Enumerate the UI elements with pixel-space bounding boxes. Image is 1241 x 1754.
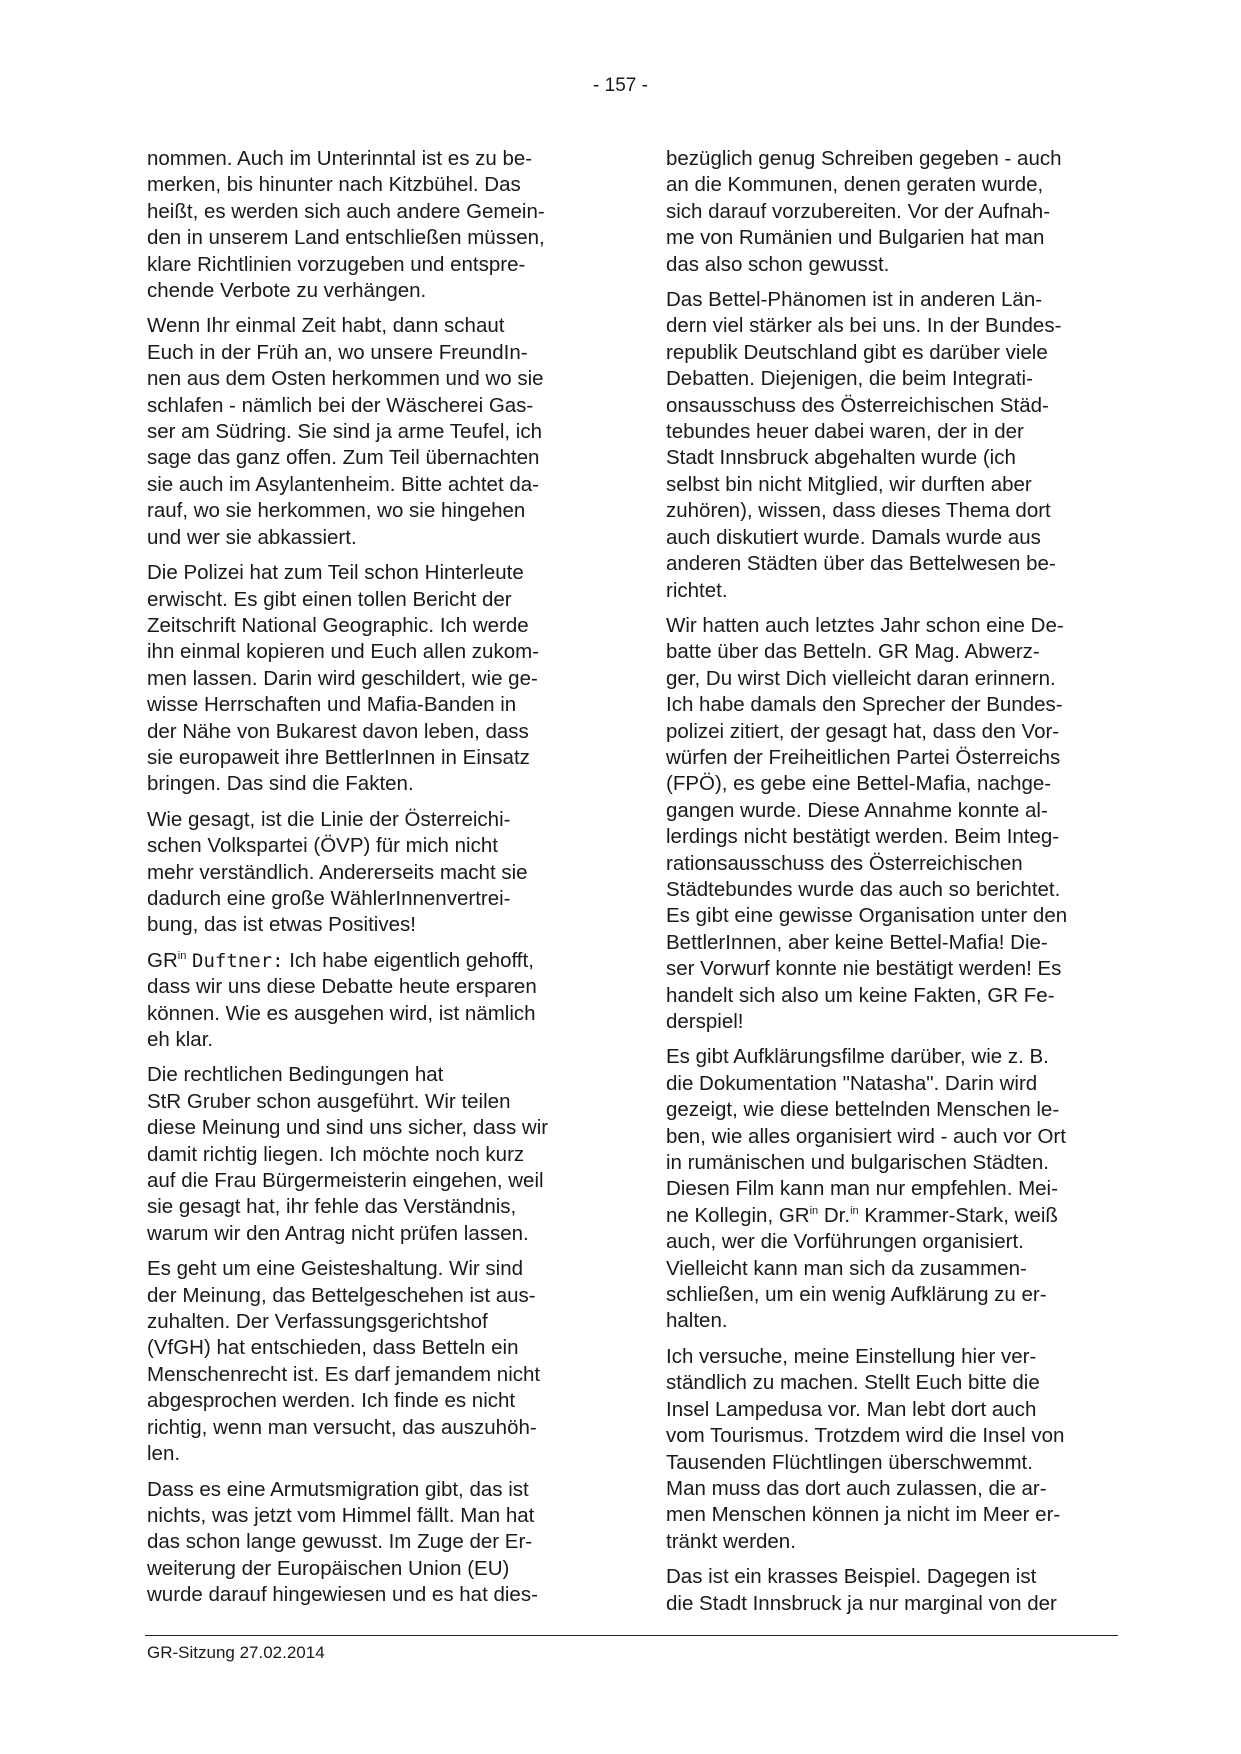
paragraph: Die rechtlichen Bedingungen hat StR Gruber schon ausgeführt. Wir teilen diese Meinung und sind uns sicher, dass wir damit richtig liegen. Ich möchte noch kurz auf die Frau Bürgermeisterin eingehen, weil sie gesagt hat, ihr fehle das Verständnis, warum wir den Antrag nicht prüfen lassen. xyxy=(147,1063,549,1245)
paragraph: Das Bettel-Phänomen ist in anderen Län- dern viel stärker als bei uns. In der Bundes- republik Deutschland gibt es darüber viele Debatten. Diejenigen, die beim Integrati- onsausschuss des Österreichischen Städ- tebundes heuer dabei waren, der in der Stadt Innsbruck abgehalten wurde (ich selbst bin nicht Mitglied, wir durften aber zuhören), wissen, dass dieses Thema dort auch diskutiert wurde. Damals wurde aus anderen Städten über das Bettelwesen be- richtet. xyxy=(666,288,1062,602)
right-column xyxy=(666,146,1126,1626)
speaker-name: Duftner: xyxy=(192,949,284,972)
speaker-title: GR xyxy=(147,948,178,972)
speaker-text: Ich habe eigentlich gehofft, dass wir uns diese Debatte heute ersparen können. Wie es ausgehen wird, ist nämlich eh klar. xyxy=(147,948,537,1051)
paragraph: Dass es eine Armutsmigration gibt, das ist nichts, was jetzt vom Himmel fällt. Man hat das schon lange gewusst. Im Zuge der Er- weiterung der Europäischen Union (EU) wurde darauf hingewiesen und es hat dies- xyxy=(147,1477,538,1607)
footer-divider xyxy=(145,1635,1118,1636)
paragraph: Wie gesagt, ist die Linie der Österreichi- schen Volkspartei (ÖVP) für mich nicht mehr verständlich. Andererseits macht sie dadurch eine große WählerInnenvertrei- bung, das ist etwas Positives! xyxy=(147,807,528,937)
paragraph: Wir hatten auch letztes Jahr schon eine De- batte über das Betteln. GR Mag. Abwerz- ger, Du wirst Dich vielleicht daran erinnern. Ich habe damals den Sprecher der Bundes- polizei zitiert, der gesagt hat, dass den Vor- würfen der Freiheitlichen Partei Österreichs (FPÖ), es gebe eine Bettel-Mafia, nachge- gangen wurde. Diese Annahme konnte al- lerdings nicht bestätigt werden. Beim Integ- rationsausschuss des Österreichischen Städtebundes wurde das auch so berichtet. Es gibt eine gewisse Organisation unter den BettlerInnen, aber keine Bettel-Mafia! Die- ser Vorwurf konnte nie bestätigt werden! Es handelt sich also um keine Fakten, GR Fe- derspiel! xyxy=(666,613,1068,1033)
paragraph: nommen. Auch im Unterinntal ist es zu be- merken, bis hinunter nach Kitzbühel. Das heißt, es werden sich auch andere Gemein- den in unserem Land entschließen müssen, klare Richtlinien vorzugeben und entspre- chende Verbote zu verhängen. xyxy=(147,147,545,303)
footer-session-date: GR-Sitzung 27.02.2014 xyxy=(147,1643,325,1662)
paragraph: Ich versuche, meine Einstellung hier ver- ständlich zu machen. Stellt Euch bitte die Insel Lampedusa vor. Man lebt dort auch vom Tourismus. Trotzdem wird die Insel von Tausenden Flüchtlingen überschwemmt. Man muss das dort auch zulassen, die ar- men Menschen können ja nicht im Meer er- tränkt werden. xyxy=(666,1344,1065,1553)
paragraph-text: Es gibt Aufklärungsfilme darüber, wie z. B. die Dokumentation "Natasha". Darin wird gezeigt, wie diese bettelnden Menschen le- ben, wie alles organisiert wird - auch vor Ort in rumänischen und bulgarischen Städten. Diesen Film kann man nur empfehlen. Mei- ne Kollegin, GR xyxy=(666,1045,1066,1227)
title-suffix: in xyxy=(850,1205,859,1218)
paragraph: Wenn Ihr einmal Zeit habt, dann schaut Euch in der Früh an, wo unsere FreundIn- nen aus dem Osten herkommen und wo sie schlafen - nämlich bei der Wäscherei Gas- ser am Südring. Sie sind ja arme Teufel, ich sage das ganz offen. Zum Teil übernachten sie auch im Asylantenheim. Bitte achtet da- rauf, wo sie herkommen, wo sie hingehen und wer sie abkassiert. xyxy=(147,314,544,549)
paragraph xyxy=(666,1044,1126,1334)
paragraph: Es geht um eine Geisteshaltung. Wir sind der Meinung, das Bettelgeschehen ist aus- zuhalten. Der Verfassungsgerichtshof (VfGH) hat entschieden, dass Betteln ein Menschenrecht ist. Es darf jemandem nicht abgesprochen werden. Ich finde es nicht richtig, wenn man versucht, das auszuhöh- len. xyxy=(147,1257,541,1466)
speaker-title-suffix: in xyxy=(177,949,187,962)
paragraph: bezüglich genug Schreiben gegeben - auch an die Kommunen, denen geraten wurde, sich darauf vorzubereiten. Vor der Aufnah- me von Rumänien und Bulgarien hat man das also schon gewusst. xyxy=(666,147,1062,276)
page-number: - 157 - xyxy=(593,75,648,96)
paragraph: Das ist ein krasses Beispiel. Dagegen ist die Stadt Innsbruck ja nur marginal von der xyxy=(666,1565,1057,1615)
speaker-paragraph xyxy=(147,948,612,1054)
paragraph-text: Dr. xyxy=(818,1203,851,1227)
paragraph-text: Krammer-Stark, weiß auch, wer die Vorführungen organisiert. Vielleicht kann man sich da zusammen- schließen, um ein wenig Aufklärung zu er- halten. xyxy=(666,1203,1058,1333)
paragraph: Die Polizei hat zum Teil schon Hinterleute erwischt. Es gibt einen tollen Bericht der Zeitschrift National Geographic. Ich werde ihn einmal kopieren und Euch allen zukom- men lassen. Darin wird geschildert, wie ge- wisse Herrschaften und Mafia-Banden in der Nähe von Bukarest davon leben, dass sie europaweit ihre BettlerInnen in Einsatz bringen. Das sind die Fakten. xyxy=(147,561,540,796)
left-column xyxy=(147,146,612,1618)
title-suffix: in xyxy=(809,1205,819,1218)
